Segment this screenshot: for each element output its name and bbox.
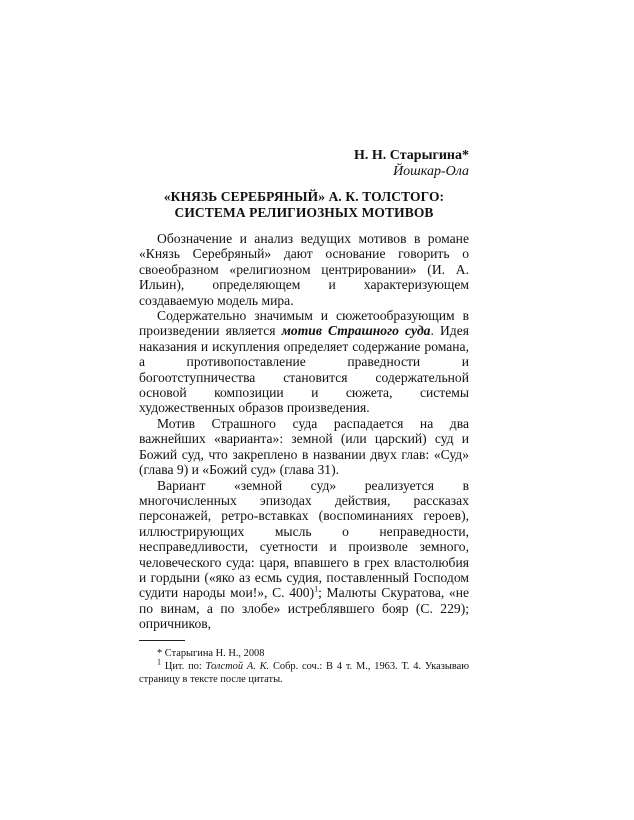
author-city: Йошкар-Ола: [393, 164, 469, 179]
article-body: [139, 231, 469, 632]
paragraph-2-text-b: . Идея наказания и искупления определяет содержание романа, а противопоставление праведности и богоотступничества становится содержательной основой композиции и сюжета, системы художественных образов произведения.: [139, 323, 469, 416]
footnote-1-text-a: Цит. по:: [161, 660, 206, 672]
paragraph-2: [139, 308, 469, 416]
paragraph-4: [139, 478, 469, 632]
paragraph-3: Мотив Страшного суда распадается на два важнейших «варианта»: земной (или царский) суд и Божий суд, что закреплено в названии двух глав: «Суд» (глава 9) и «Божий суд» (глава 31).: [139, 415, 469, 478]
paragraph-4-text-b: ; Малюты Скуратова, «не по винам, а по злобе» истреблявшего бояр (С. 229); опричников,: [139, 585, 469, 632]
paragraph-2-emphasis: мотив Страшного суда: [281, 323, 431, 339]
footnote-ref-1[interactable]: 1: [314, 584, 319, 594]
paragraph-2-text-a: Содержательно значимым и сюжетообразующим в произведении является: [139, 308, 469, 339]
footnote-1-text-b: Собр. соч.: В 4 т. М., 1963. Т. 4. Указываю страницу в тексте после цитаты.: [139, 660, 469, 685]
text-column: [139, 148, 469, 686]
footnote-1-italic: Толстой А. К.: [205, 660, 270, 672]
author-name: Н. Н. Старыгина*: [354, 148, 469, 163]
footnotes: [139, 647, 469, 686]
footnote-1-mark: 1: [157, 657, 161, 667]
paragraph-1: Обозначение и анализ ведущих мотивов в романе «Князь Серебряный» дают основание говорить о своеобразном «религиозном центрировании» (И. А. Ильин), определяющем и характеризующем создаваемую модель мира.: [139, 231, 469, 308]
paragraph-4-text-a: Вариант «земной суд» реализуется в многочисленных эпизодах действия, рассказах персонажей, ретро-вставках (воспоминаниях героев), иллюстрирующих мысль о неправедности, несправедливости, суетности и произволе земного, человеческого суда: царя, впавшего в грех властолюбия и гордыни («яко аз есмь судия, поставленный Господом судити народы мои!», С. 400): [139, 477, 469, 601]
footnote-divider: [139, 640, 185, 641]
footnote-1: [139, 657, 469, 686]
footnote-copyright: * Старыгина Н. Н., 2008: [157, 647, 265, 659]
article-title-line-2: СИСТЕМА РЕЛИГИОЗНЫХ МОТИВОВ: [174, 205, 434, 220]
article-title-line-1: «КНЯЗЬ СЕРЕБРЯНЫЙ» А. К. ТОЛСТОГО:: [163, 189, 445, 204]
article-title: [139, 189, 469, 221]
